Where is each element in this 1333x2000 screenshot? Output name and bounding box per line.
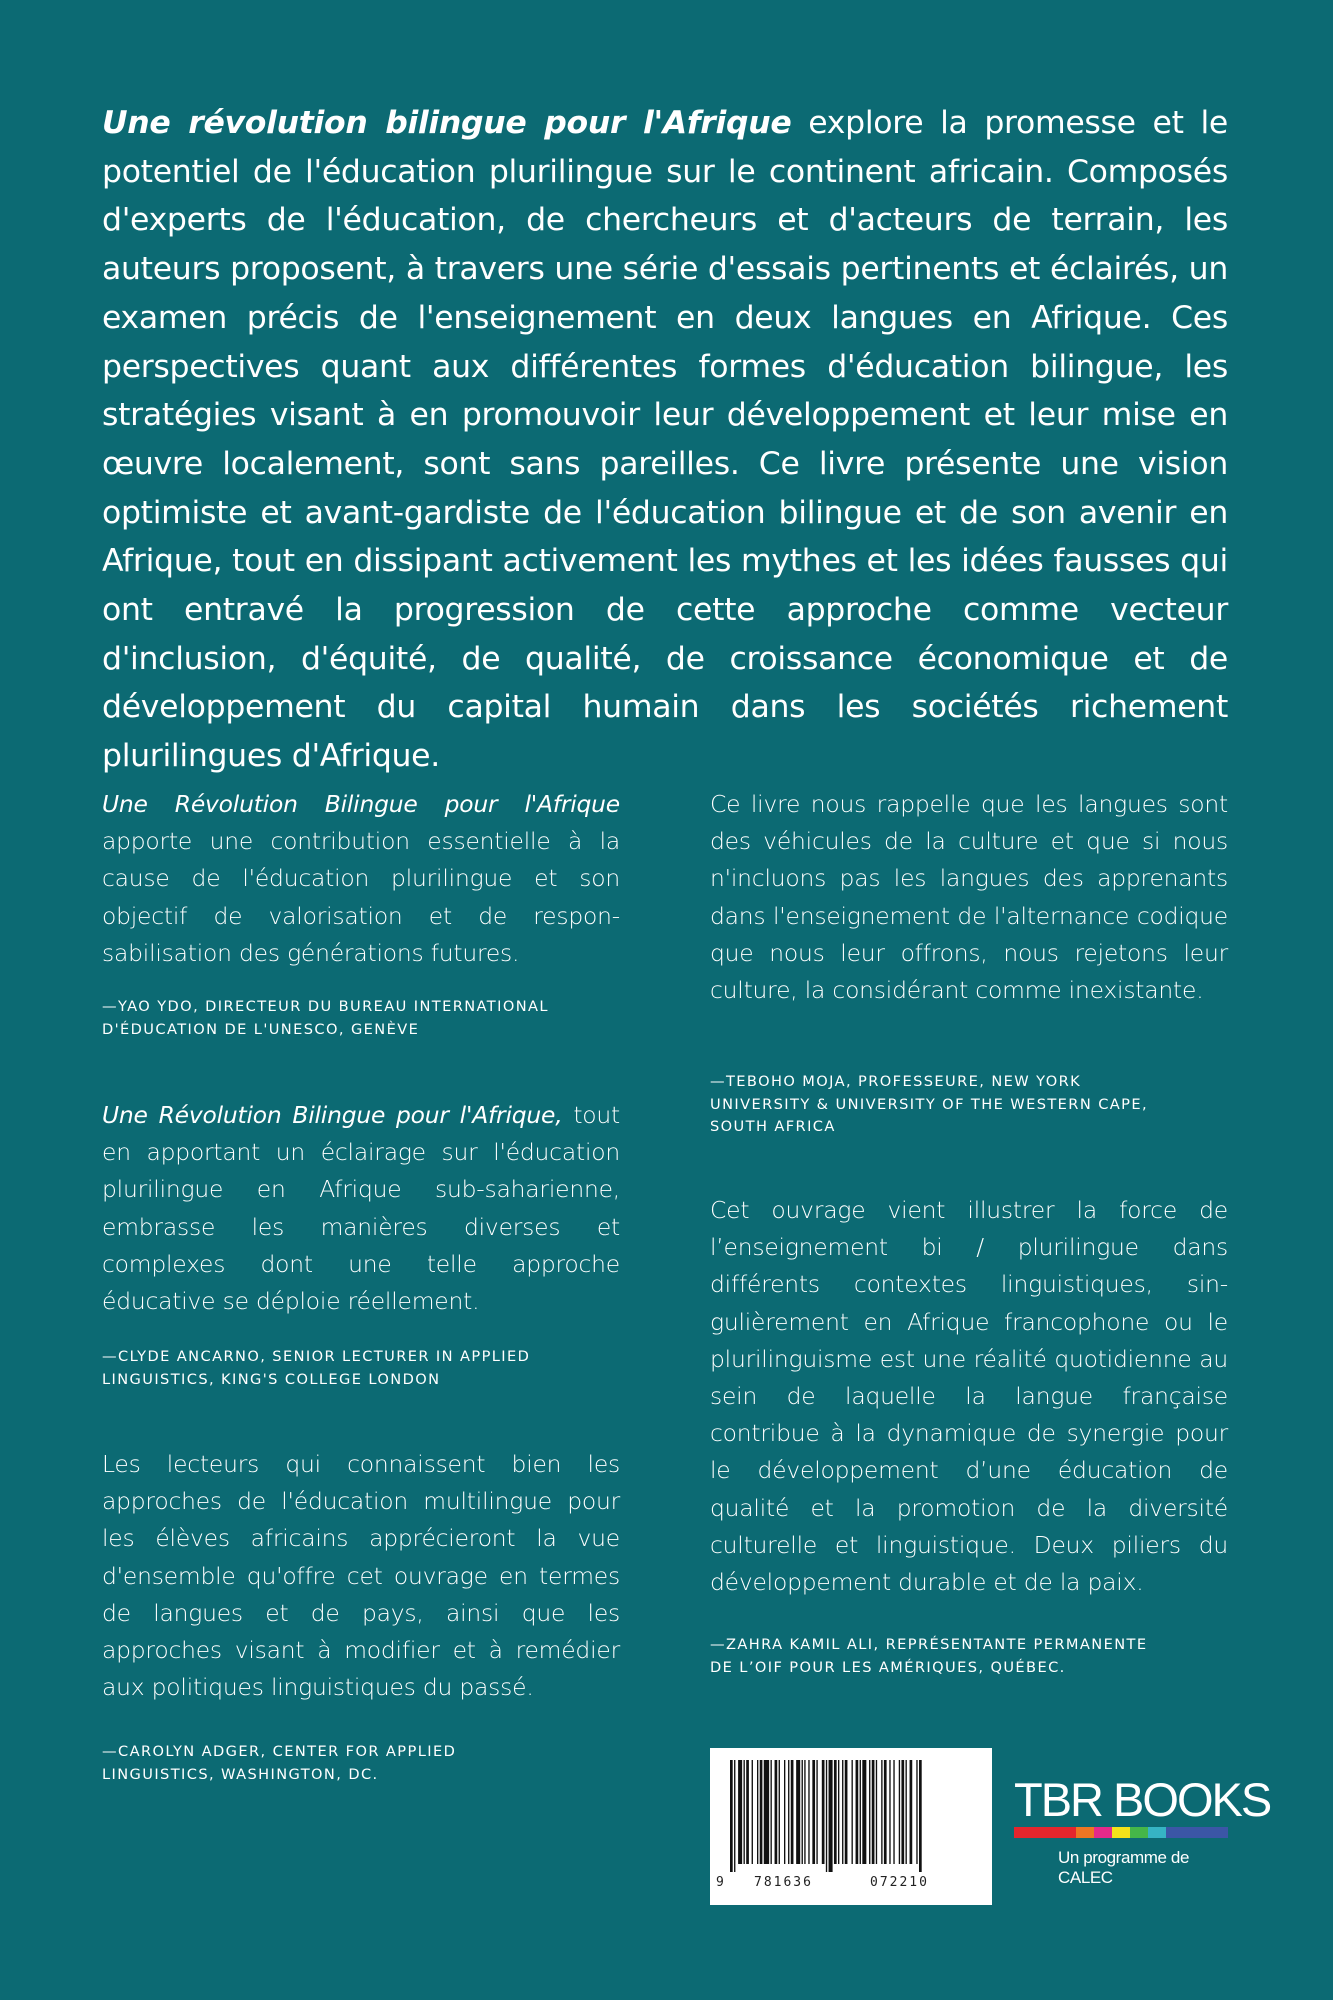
barcode-bar	[791, 1760, 794, 1864]
barcode-bar	[822, 1760, 825, 1864]
intro-book-title: Une révolution bilingue pour l'Afrique	[102, 105, 792, 141]
barcode-bar	[916, 1760, 917, 1864]
barcode-bar	[764, 1760, 769, 1864]
barcode-bar	[816, 1760, 817, 1864]
logo-color-segment	[1166, 1827, 1228, 1838]
blurb-attribution: —ZAHRA KAMIL ALI, REPRÉSENTANTE PERMANENTE DE L’OIF POUR LES AMÉRIQUES, QUÉBEC.	[710, 1636, 1148, 1676]
barcode-bar	[910, 1760, 913, 1864]
barcode-bar	[760, 1760, 763, 1864]
barcode-bar	[757, 1760, 758, 1864]
blurb-quote	[102, 1097, 620, 1320]
blurb-attribution: —CAROLYN ADGER, CENTER FOR APPLIED LINGUISTICS, WASHINGTON, DC.	[102, 1743, 457, 1783]
blurb-quote	[710, 786, 1228, 1009]
barcode-bar	[838, 1760, 839, 1864]
blurb-attribution: —YAO YDO, DIRECTEUR DU BUREAU INTERNATIONAL D'ÉDUCATION DE L'UNESCO, GENÈVE	[102, 998, 549, 1038]
blurb-text: Ce livre nous rappelle que les langues sont des véhicules de la culture et que si nous n'incluons pas les langues des apprenants dans l'enseignement de l'alternance codique que nous leur offrons, nous rejetons leur culture, la considérant comme inexistante.	[710, 790, 1228, 1005]
barcode-bar	[734, 1760, 735, 1872]
logo-color-segment	[1112, 1827, 1130, 1838]
barcode-bar	[889, 1760, 890, 1864]
barcode-digit-first: 9	[716, 1875, 726, 1890]
logo-color-segment	[1014, 1827, 1076, 1838]
logo-color-segment	[1130, 1827, 1148, 1838]
blurb-quote	[710, 1192, 1228, 1601]
barcode-bar	[872, 1760, 875, 1864]
barcode-bar	[752, 1760, 753, 1864]
barcode-bar	[826, 1760, 827, 1872]
barcode-bar	[829, 1760, 833, 1872]
blurb-attribution: —TEBOHO MOJA, PROFESSEURE, NEW YORK UNIVERSITY & UNIVERSITY OF THE WESTERN CAPE, SOUTH AFRICA	[710, 1073, 1149, 1135]
barcode-bar	[784, 1760, 785, 1864]
barcode-bar	[738, 1760, 742, 1864]
barcode-bar	[884, 1760, 887, 1864]
barcode-bar	[796, 1760, 800, 1864]
barcode-bar	[901, 1760, 904, 1864]
barcode-bar	[808, 1760, 809, 1864]
barcode-bars	[728, 1760, 974, 1872]
logo-subtitle: Un programme de CALEC	[1058, 1848, 1190, 1887]
barcode-bar	[804, 1760, 805, 1864]
barcode-bar	[860, 1760, 861, 1864]
logo-color-segment	[1094, 1827, 1112, 1838]
tbr-books-logo	[1014, 1773, 1271, 1887]
barcode-bar	[812, 1760, 815, 1864]
blurb-text: tout en apportant un éclairage sur l'éducation plurilingue en Afrique sub-saharienne, embrasse les manières diverses et complexes dont une telle approche éducative se déploie réellement.	[102, 1101, 620, 1316]
blurb-text: apporte une contribution essentielle à la cause de l'éducation plurilingue et son objectif de valorisation et de respon-sabilisation des générations futures.	[102, 827, 620, 967]
barcode-bar	[802, 1760, 803, 1864]
barcode-bar	[834, 1760, 837, 1864]
intro-body: explore la promesse et le potentiel de l'éducation plurilingue sur le continent africain. Composés d'experts de l'éducation, de chercheurs et d'acteurs de terrain, les auteurs proposent, à travers une série d'essais pertinents et éclairés, un examen précis de l'enseignement en deux langues en Afrique. Ces perspectives quant aux différentes formes d'éducation bilingue, les stratégies visant à en promouvoir leur développement et leur mise en œuvre localement, sont sans pareilles. Ce livre présente une vision optimiste et avant-gardiste de l'éducation bilingue et de son avenir en Afrique, tout en dissipant activement les mythes et les idées fausses qui ont entravé la progression de cette approche comme vecteur d'inclusion, d'équité, de qualité, de croissance économique et de développement du capital humain dans les sociétés richement plurilingues d'Afrique.	[102, 105, 1228, 775]
barcode-bar	[869, 1760, 870, 1864]
barcode-bar	[771, 1760, 772, 1864]
blurb-text: Cet ouvrage vient illustrer la force de l’enseignement bi / plurilingue dans différents contextes linguistiques, sin-gulièrement en Afrique francophone ou le plurilinguisme est une réalité quotidienne au sein de laquelle la langue française contribue à la dynamique de synergie pour le développement d’une éducation de qualité et la promotion de la diversité culturelle et linguistique. Deux piliers du développement durable et de la paix.	[710, 1196, 1228, 1597]
barcode-bar	[899, 1760, 900, 1864]
blurb-attribution: —CLYDE ANCARNO, SENIOR LECTURER IN APPLIED LINGUISTICS, KING'S COLLEGE LONDON	[102, 1348, 531, 1388]
barcode-bar	[862, 1760, 866, 1864]
barcode-bar	[779, 1760, 780, 1864]
barcode-bar	[845, 1760, 848, 1864]
barcode-bar	[876, 1760, 877, 1864]
barcode-bar	[919, 1760, 922, 1872]
barcode-bar	[856, 1760, 859, 1864]
blurb-text: Les lecteurs qui connaissent bien les approches de l'éducation multilingue pour les élèves africains apprécieront la vue d'ensemble qu'offre cet ouvrage en termes de langues et de pays, ainsi que les approches visant à modifier et à remédier aux politiques linguistiques du passé.	[102, 1450, 620, 1702]
barcode-bar	[881, 1760, 882, 1864]
barcode-bar	[852, 1760, 853, 1864]
isbn-barcode	[710, 1748, 992, 1905]
blurb-quote	[102, 786, 620, 972]
barcode-bar	[775, 1760, 778, 1864]
logo-color-bar	[1014, 1827, 1228, 1838]
logo-color-segment	[1076, 1827, 1094, 1838]
barcode-group-right: 072210	[870, 1875, 929, 1890]
barcode-bar	[842, 1760, 843, 1864]
barcode-bar	[746, 1760, 749, 1864]
logo-name: TBR BOOKS	[1014, 1773, 1271, 1826]
logo-color-segment	[1148, 1827, 1166, 1838]
barcode-bar	[744, 1760, 745, 1864]
barcode-bar	[906, 1760, 907, 1864]
blurb-book-title: Une Révolution Bilingue pour l'Afrique,	[102, 1101, 563, 1129]
intro-paragraph	[102, 99, 1228, 781]
barcode-bar	[730, 1760, 733, 1872]
barcode-bar	[893, 1760, 894, 1864]
blurb-quote	[102, 1446, 620, 1706]
blurb-book-title: Une Révolution Bilingue pour l'Afrique	[102, 790, 620, 818]
barcode-bar	[788, 1760, 789, 1864]
barcode-group-left: 781636	[754, 1875, 813, 1890]
